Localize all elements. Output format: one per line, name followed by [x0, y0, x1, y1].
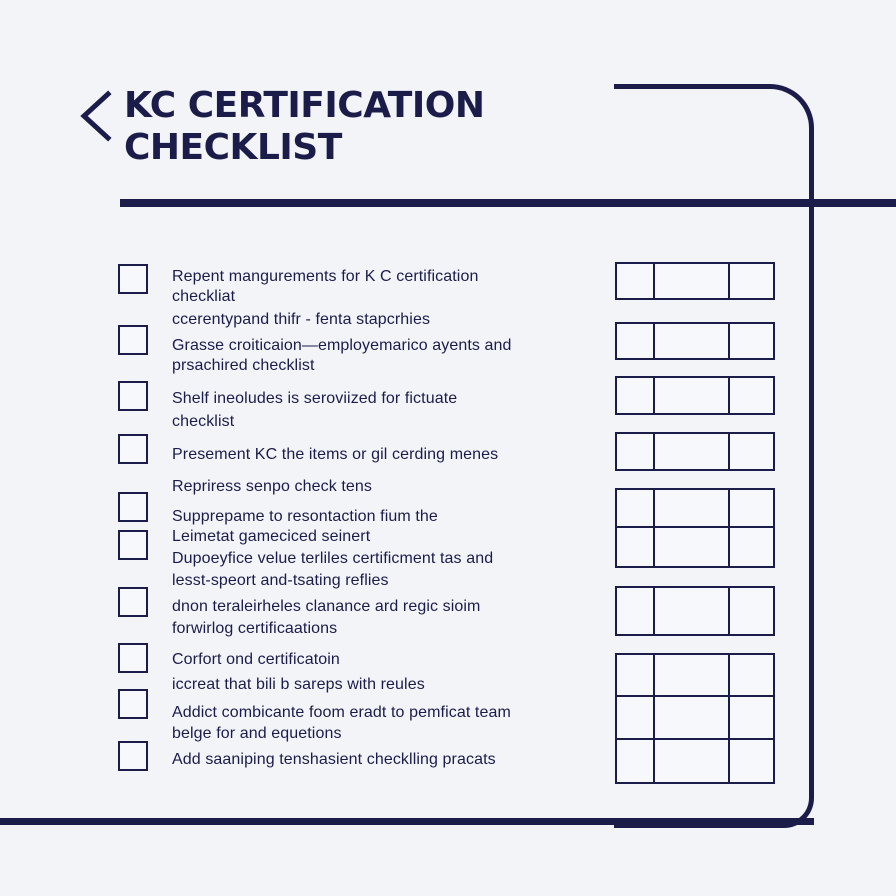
grid-cell[interactable] — [617, 434, 655, 469]
checklist-text: Addict combicante foom eradt to pemficat team — [172, 704, 511, 721]
checklist-text: Presement KC the items or gil cerding menes — [172, 446, 499, 463]
grid-cell[interactable] — [655, 434, 730, 469]
checklist-text: Grasse croiticaion—employemarico ayents and — [172, 337, 512, 354]
checklist-text: Add saaniping tenshasient checklling pracats — [172, 751, 496, 768]
checkbox-item-5[interactable] — [118, 492, 148, 522]
grid-cell[interactable] — [730, 528, 773, 566]
checkbox-item-8[interactable] — [118, 643, 148, 673]
grid-cell[interactable] — [617, 528, 655, 566]
grid-cell[interactable] — [655, 324, 730, 358]
grid-cell[interactable] — [730, 378, 773, 413]
status-grid-7 — [615, 653, 775, 784]
grid-cell[interactable] — [730, 697, 773, 739]
checklist-text: prsachired checklist — [172, 357, 315, 374]
checkbox-item-1[interactable] — [118, 264, 148, 294]
grid-cell[interactable] — [655, 490, 730, 528]
status-grid-1 — [615, 262, 775, 300]
status-grid-5 — [615, 488, 775, 568]
checkbox-item-2[interactable] — [118, 325, 148, 355]
checklist-text: dnon teraleirheles clanance ard regic sioim — [172, 598, 481, 615]
checklist-text: belge for and equetions — [172, 725, 342, 742]
status-grid-3 — [615, 376, 775, 415]
grid-cell[interactable] — [617, 324, 655, 358]
checklist-text: Shelf ineoludes is seroviized for fictuate — [172, 390, 458, 407]
checkbox-item-9[interactable] — [118, 689, 148, 719]
checkbox-item-10[interactable] — [118, 741, 148, 771]
checklist-text: Corfort ond certificatoin — [172, 651, 340, 668]
grid-cell[interactable] — [617, 655, 655, 697]
grid-cell[interactable] — [730, 324, 773, 358]
checklist-text: forwirlog certificaations — [172, 620, 338, 637]
checkbox-item-3[interactable] — [118, 381, 148, 411]
checklist-text: Repent mangurements for K C certification — [172, 268, 479, 285]
checklist-text: iccreat that bili b sareps with reules — [172, 676, 425, 693]
checklist-text: Leimetat gameciced seinert — [172, 528, 371, 545]
grid-cell[interactable] — [730, 264, 773, 298]
grid-cell[interactable] — [730, 490, 773, 528]
grid-cell[interactable] — [655, 528, 730, 566]
checklist-text: ccerentypand thifr - fenta stapcrhies — [172, 311, 431, 328]
grid-cell[interactable] — [730, 740, 773, 782]
page-title-line-1: KC CERTIFICATION — [124, 85, 485, 126]
page-title-line-2: CHECKLIST — [124, 127, 342, 168]
status-grid-2 — [615, 322, 775, 360]
grid-cell[interactable] — [655, 588, 730, 634]
checklist-text: Dupoeyfice velue terliles certificment tas and — [172, 550, 494, 567]
grid-cell[interactable] — [655, 264, 730, 298]
grid-cell[interactable] — [617, 490, 655, 528]
grid-cell[interactable] — [655, 697, 730, 739]
checklist-text: Supprepame to resontaction fium the — [172, 508, 438, 525]
checkbox-item-6[interactable] — [118, 530, 148, 560]
checklist-text: checklist — [172, 413, 235, 430]
checklist-text: checkliat — [172, 288, 236, 305]
grid-cell[interactable] — [730, 655, 773, 697]
grid-cell[interactable] — [655, 740, 730, 782]
grid-cell[interactable] — [655, 378, 730, 413]
grid-cell[interactable] — [730, 588, 773, 634]
grid-cell[interactable] — [730, 434, 773, 469]
grid-cell[interactable] — [617, 588, 655, 634]
checkbox-item-7[interactable] — [118, 587, 148, 617]
checklist-text: Repriress senpo check tens — [172, 478, 373, 495]
chevron-left-icon[interactable] — [74, 88, 124, 144]
status-grid-6 — [615, 586, 775, 636]
grid-cell[interactable] — [617, 264, 655, 298]
status-grid-4 — [615, 432, 775, 471]
grid-cell[interactable] — [655, 655, 730, 697]
checkbox-item-4[interactable] — [118, 434, 148, 464]
checklist-text: lesst-speort and-tsating reflies — [172, 572, 389, 589]
grid-cell[interactable] — [617, 378, 655, 413]
grid-cell[interactable] — [617, 697, 655, 739]
grid-cell[interactable] — [617, 740, 655, 782]
